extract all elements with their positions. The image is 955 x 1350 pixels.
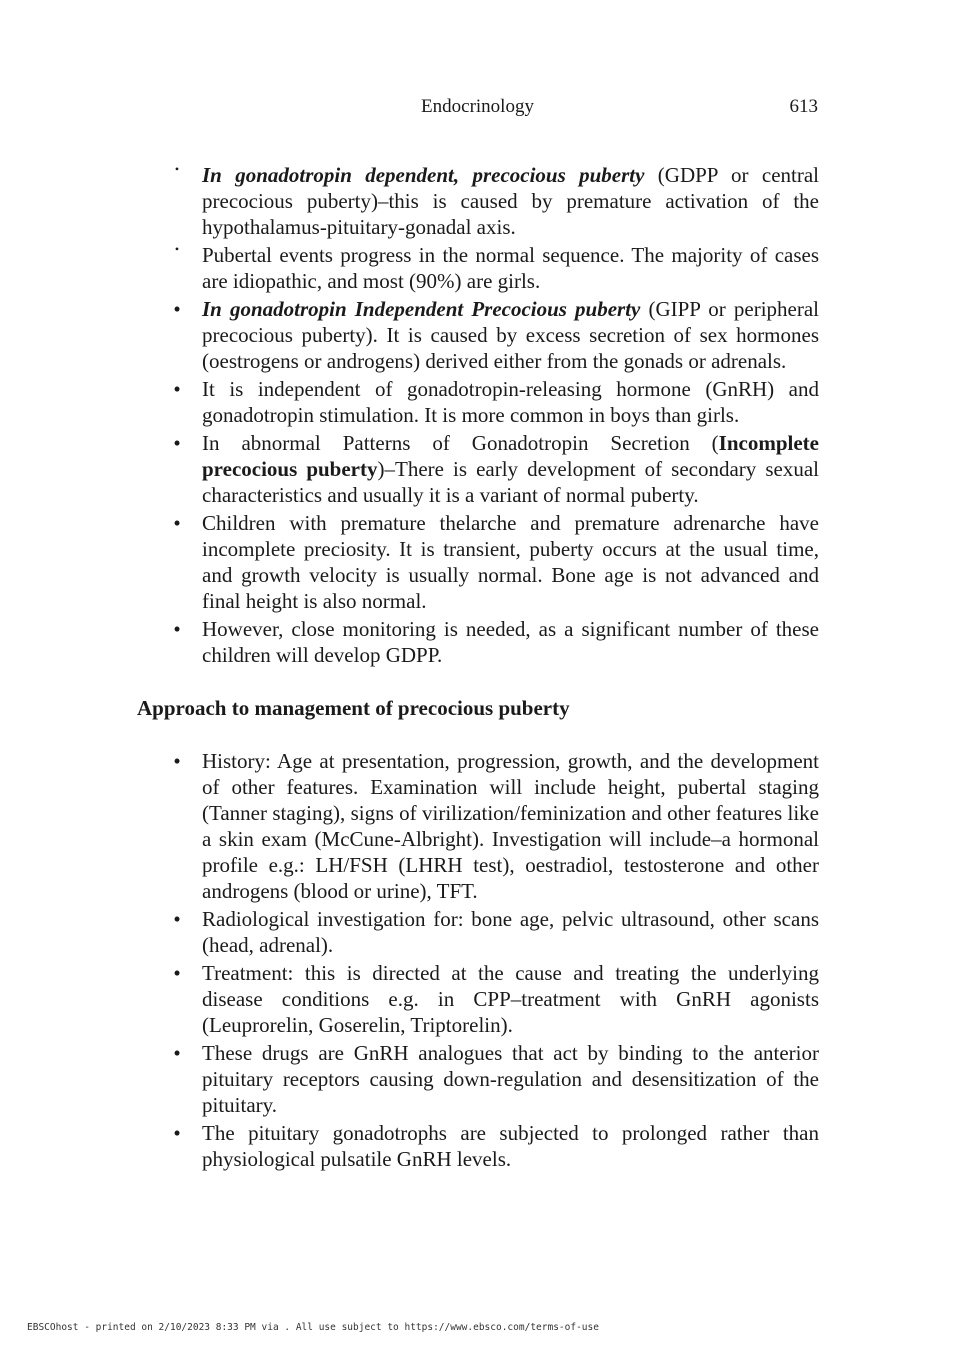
bullet-icon: • [173, 1041, 181, 1065]
list-item-text: Radiological investigation for: bone age, pelvic ultrasound, other scans (head, adrenal). [202, 907, 819, 957]
list-item [137, 242, 819, 294]
running-header [0, 96, 955, 122]
bullet-icon: • [173, 377, 181, 401]
page-number: 613 [789, 96, 818, 117]
term-emphasis: In gonadotropin Independent Precocious puberty [202, 297, 641, 321]
list-item-text: )–There is early development of secondary sexual characteristics and usually it is a variant of normal puberty. [202, 457, 819, 507]
bullet-icon: • [173, 297, 181, 321]
bullet-icon: • [173, 617, 181, 641]
list-item-text: It is independent of gonadotropin-releasing hormone (GnRH) and gonadotropin stimulation. It is more common in boys than girls. [202, 377, 819, 427]
bullet-icon: • [173, 907, 181, 931]
list-item-text: In abnormal Patterns of Gonadotropin Secretion ( [202, 431, 719, 455]
term-emphasis: In gonadotropin dependent, precocious puberty [202, 163, 645, 187]
list-item-text: History: Age at presentation, progression, growth, and the development of other features. Examination will include height, pubertal staging (Tanner staging), signs of virilization/feminization and other features like a skin exam (McCune-Albright). Investigation will include–a hormonal profile e.g.: LH/FSH (LHRH test), oestradiol, testosterone and other androgens (blood or urine), TFT. [202, 749, 819, 903]
bullet-icon: • [174, 162, 180, 176]
list-item [137, 616, 819, 668]
list-item [137, 1040, 819, 1118]
bullet-icon: • [173, 511, 181, 535]
list-item [137, 1120, 819, 1172]
list-item-text: (GDPP or central precocious puberty)–this is caused by premature activation of the hypothalamus-pituitary-gonadal axis. [202, 163, 820, 239]
list-item [137, 906, 819, 958]
list-item [137, 748, 819, 904]
list-item-text: (GIPP or peripheral precocious puberty). It is caused by excess secretion of sex hormones (oestrogens or androgens) derived either from the gonads or adrenals. [202, 297, 819, 373]
list-item-text: The pituitary gonadotrophs are subjected to prolonged rather than physiological pulsatile GnRH levels. [202, 1121, 819, 1171]
list-item-text: However, close monitoring is needed, as a significant number of these children will develop GDPP. [202, 617, 819, 667]
bullet-icon: • [173, 1121, 181, 1145]
list-item [137, 430, 819, 508]
list-item [137, 162, 819, 240]
bullet-icon: • [173, 749, 181, 773]
bullet-icon: • [174, 242, 180, 256]
list-item [137, 510, 819, 614]
bullet-icon: • [173, 431, 181, 455]
print-footer: EBSCOhost - printed on 2/10/2023 8:33 PM via . All use subject to https://www.ebsco.com/terms-of-use [27, 1322, 599, 1333]
section-heading: Approach to management of precocious puberty [137, 696, 570, 720]
bullet-icon: • [173, 961, 181, 985]
term-bold: Incomplete precocious puberty [202, 431, 819, 481]
list-item-text: These drugs are GnRH analogues that act by binding to the anterior pituitary receptors causing down-regulation and desensitization of the pituitary. [202, 1041, 819, 1117]
list-item-text: Treatment: this is directed at the cause and treating the underlying disease conditions e.g. in CPP–treatment with GnRH agonists (Leuprorelin, Goserelin, Triptorelin). [202, 961, 819, 1037]
bullet-list-precocious-types [137, 162, 819, 668]
list-item-text: Pubertal events progress in the normal sequence. The majority of cases are idiopathic, and most (90%) are girls. [202, 243, 819, 293]
list-item-text: Children with premature thelarche and premature adrenarche have incomplete preciosity. It is transient, puberty occurs at the usual time, and growth velocity is usually normal. Bone age is not advanced and final height is also normal. [202, 511, 819, 613]
bullet-list-management [137, 748, 819, 1172]
page-body [137, 162, 819, 1174]
list-item [137, 296, 819, 374]
list-item [137, 960, 819, 1038]
running-title: Endocrinology [421, 96, 534, 117]
list-item [137, 376, 819, 428]
